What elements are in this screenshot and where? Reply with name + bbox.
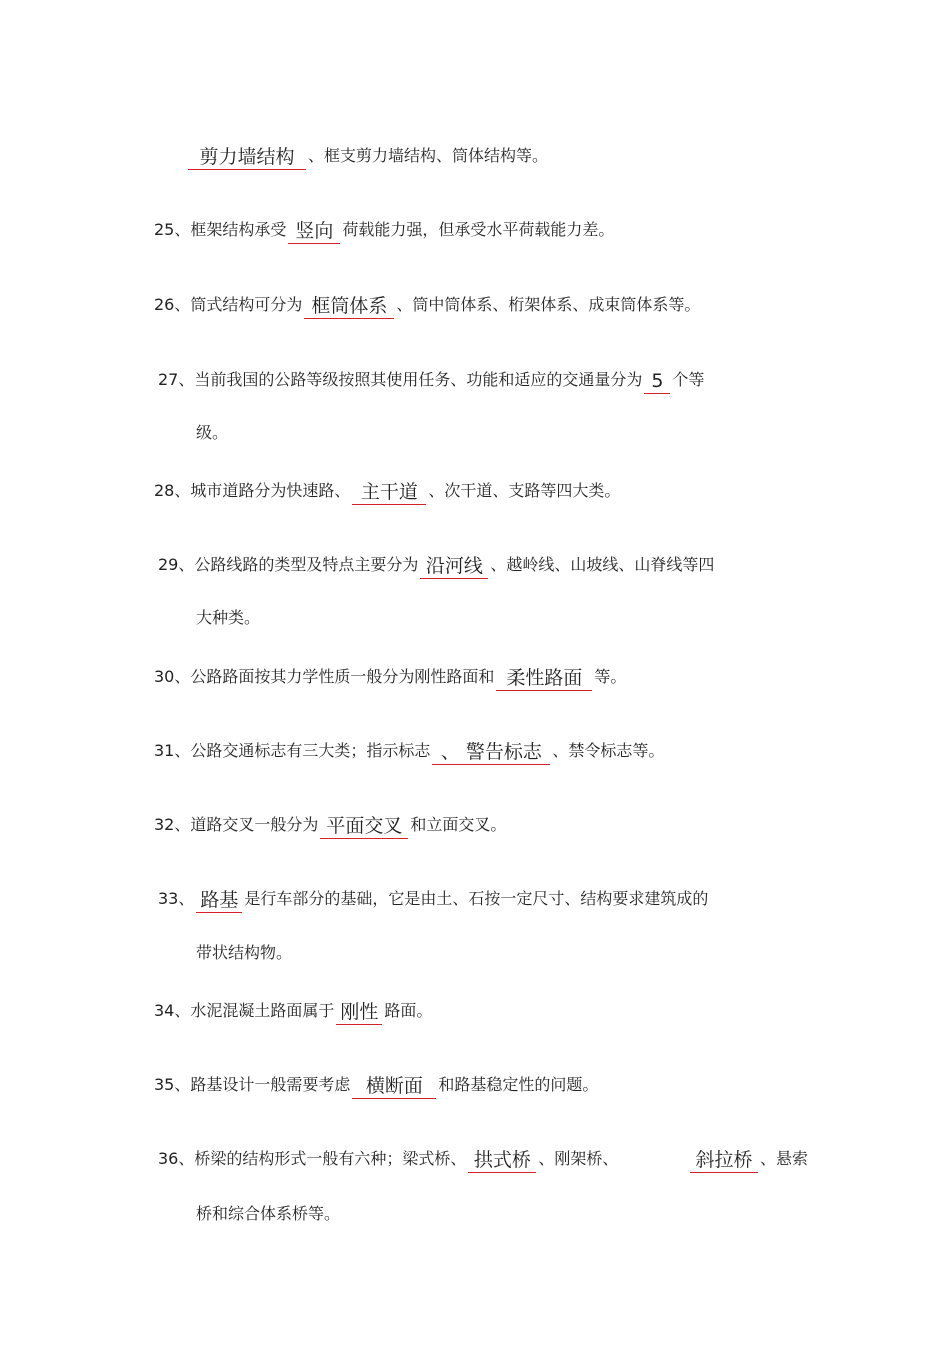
list-item [158, 366, 704, 394]
answer-blank: 拱式桥 [468, 1148, 536, 1173]
item-number: 35、 [154, 1075, 191, 1094]
list-item [154, 737, 664, 765]
item-text: 公路交通标志有三大类；指示标志 [190, 741, 431, 760]
list-item [154, 291, 700, 319]
answer-blank: 路基 [196, 888, 242, 913]
item-text: 、悬索 [760, 1149, 809, 1168]
item-text: 和路基稳定性的问题。 [438, 1075, 599, 1094]
item-text: 桥梁的结构形式一般有六种；梁式桥、 [194, 1149, 467, 1168]
item-text: 当前我国的公路等级按照其使用任务、功能和适应的交通量分为 [194, 370, 643, 389]
answer-blank: 、 警告标志 [432, 740, 550, 765]
item-number: 27、 [158, 370, 195, 389]
item-text: 、次干道、支路等四大类。 [428, 481, 621, 500]
item-number: 34、 [154, 1001, 191, 1020]
item-number: 26、 [154, 295, 191, 314]
answer-blank: 平面交叉 [320, 814, 408, 839]
item-number: 32、 [154, 815, 191, 834]
list-item [196, 419, 228, 447]
answer-blank: 横断面 [352, 1074, 436, 1099]
list-item [196, 1200, 340, 1228]
item-text: 城市道路分为快速路、 [190, 481, 351, 500]
list-item [158, 551, 714, 579]
list-item [196, 939, 292, 967]
item-text: 带状结构物。 [196, 943, 293, 962]
item-text: 、筒中筒体系、桁架体系、成束筒体系等。 [396, 295, 701, 314]
item-text: 公路线路的类型及特点主要分为 [194, 555, 419, 574]
answer-blank: 5 [644, 369, 670, 394]
item-text: 级。 [196, 423, 229, 442]
list-item [186, 142, 548, 170]
item-number: 31、 [154, 741, 191, 760]
item-text: 大种类。 [196, 608, 261, 627]
item-number: 33、 [158, 889, 195, 908]
answer-blank: 框筒体系 [304, 294, 394, 319]
item-text: 是行车部分的基础，它是由土、石按一定尺寸、结构要求建筑成的 [244, 889, 709, 908]
item-text: 、框支剪力墙结构、筒体结构等。 [308, 146, 549, 165]
item-text: 荷载能力强，但承受水平荷载能力差。 [342, 220, 615, 239]
item-text: 桥和综合体系桥等。 [196, 1204, 341, 1223]
list-item [158, 1145, 618, 1173]
item-text: 等。 [594, 667, 627, 686]
answer-blank: 剪力墙结构 [188, 145, 306, 170]
item-number: 28、 [154, 481, 191, 500]
item-text: 框架结构承受 [190, 220, 287, 239]
item-text: 、刚架桥、 [538, 1149, 619, 1168]
item-text: 和立面交叉。 [410, 815, 507, 834]
item-number: 30、 [154, 667, 191, 686]
item-number: 25、 [154, 220, 191, 239]
item-number: 29、 [158, 555, 195, 574]
item-text: 个等 [672, 370, 705, 389]
answer-blank: 柔性路面 [496, 666, 592, 691]
item-text: 路面。 [384, 1001, 433, 1020]
item-text: 道路交叉一般分为 [190, 815, 319, 834]
list-item [158, 885, 708, 913]
answer-blank: 刚性 [336, 1000, 382, 1025]
item-text: 筒式结构可分为 [190, 295, 303, 314]
list-item [154, 216, 614, 244]
answer-blank: 斜拉桥 [690, 1148, 758, 1173]
answer-blank: 竖向 [288, 219, 340, 244]
list-item-36-continued [688, 1145, 808, 1173]
list-item [154, 1071, 598, 1099]
list-item [154, 997, 432, 1025]
item-text: 、越岭线、山坡线、山脊线等四 [490, 555, 715, 574]
item-number: 36、 [158, 1149, 195, 1168]
item-text: 水泥混凝土路面属于 [190, 1001, 335, 1020]
item-text: 公路路面按其力学性质一般分为刚性路面和 [190, 667, 495, 686]
answer-blank: 沿河线 [420, 554, 488, 579]
answer-blank: 主干道 [352, 480, 426, 505]
list-item [154, 477, 620, 505]
item-text: 、禁令标志等。 [552, 741, 665, 760]
list-item [196, 604, 260, 632]
list-item [154, 811, 506, 839]
item-text: 路基设计一般需要考虑 [190, 1075, 351, 1094]
list-item [154, 663, 626, 691]
